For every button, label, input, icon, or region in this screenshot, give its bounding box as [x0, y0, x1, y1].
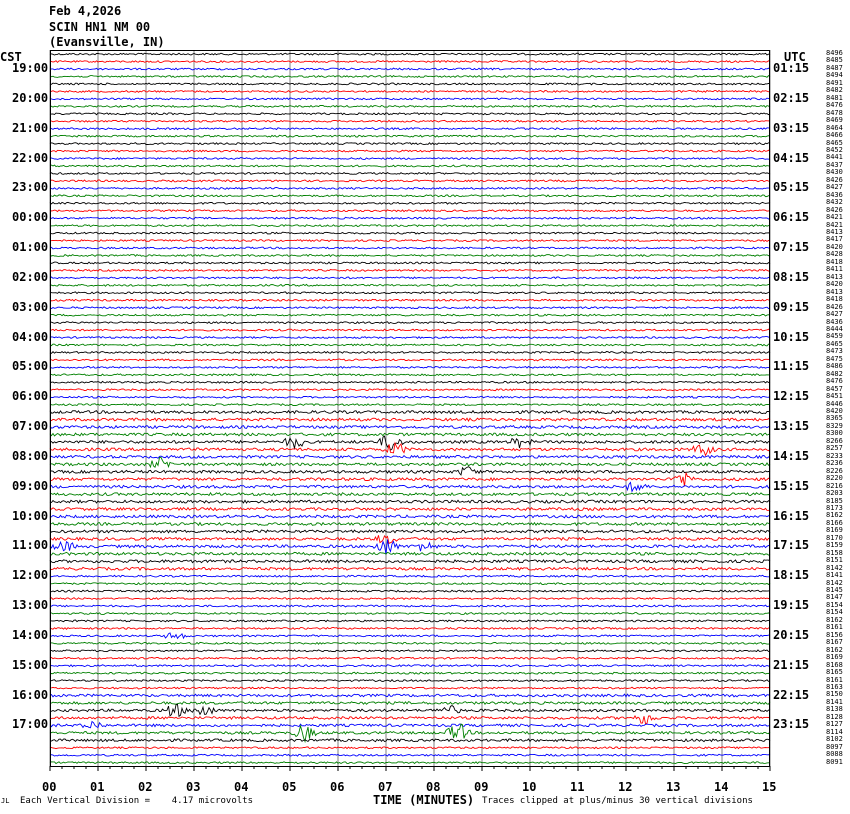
- x-axis-title: TIME (MINUTES): [373, 793, 475, 807]
- trace-value-label: 8426: [826, 175, 843, 184]
- trace-value-label: 8444: [826, 324, 843, 333]
- x-tick-label: 07: [378, 780, 393, 794]
- trace-line-36: [50, 322, 770, 324]
- trace-line-17: [50, 180, 770, 182]
- trace-line-69: [50, 567, 770, 570]
- utc-hour-label: 10:15: [773, 329, 810, 344]
- trace-line-57: [50, 473, 770, 487]
- cst-hour-label: 15:00: [12, 657, 49, 672]
- x-tick-label: 06: [330, 780, 345, 794]
- trace-value-label: 8459: [826, 332, 843, 341]
- trace-value-label: 8418: [826, 295, 843, 304]
- x-tick-label: 05: [282, 780, 297, 794]
- cst-hour-label: 05:00: [12, 359, 49, 374]
- trace-line-30: [50, 277, 770, 279]
- trace-value-label: 8257: [826, 444, 843, 453]
- utc-hour-label: 03:15: [773, 120, 810, 135]
- trace-line-54: [50, 456, 770, 459]
- x-tick-label: 14: [714, 780, 729, 794]
- cst-hour-label: 23:00: [12, 180, 49, 195]
- trace-line-6: [50, 98, 770, 100]
- trace-line-74: [50, 605, 770, 607]
- trace-line-23: [50, 225, 770, 227]
- trace-value-label: 8167: [826, 638, 843, 647]
- left-timezone-label: CST: [0, 50, 22, 64]
- trace-line-93: [50, 747, 770, 749]
- trace-value-label: 8168: [826, 660, 843, 669]
- trace-line-0: [50, 53, 770, 55]
- trace-value-label: 8482: [826, 86, 843, 95]
- trace-value-label: 8300: [826, 429, 843, 438]
- trace-value-label: 8142: [826, 563, 843, 572]
- x-tick-label: 01: [90, 780, 105, 794]
- trace-line-64: [50, 530, 770, 533]
- trace-value-label: 8496: [826, 49, 843, 57]
- trace-value-label: 8469: [826, 116, 843, 125]
- trace-line-8: [50, 113, 770, 115]
- trace-value-label: 8420: [826, 407, 843, 415]
- date-title: Feb 4,2026: [49, 4, 122, 18]
- trace-value-label: 8411: [826, 265, 843, 274]
- utc-hour-label: 23:15: [773, 717, 810, 732]
- trace-line-67: [50, 552, 770, 555]
- trace-line-90: [50, 722, 770, 728]
- trace-value-label: 8413: [826, 287, 843, 296]
- cst-hour-label: 12:00: [12, 568, 49, 583]
- trace-value-label: 8466: [826, 131, 843, 140]
- trace-value-label: 8162: [826, 511, 843, 520]
- trace-line-12: [50, 143, 770, 145]
- corner-mark: JL: [1, 797, 10, 805]
- trace-line-14: [50, 158, 770, 160]
- trace-line-13: [50, 150, 770, 152]
- cst-hour-label: 21:00: [12, 120, 49, 135]
- cst-hour-label: 10:00: [12, 508, 49, 523]
- trace-line-88: [50, 704, 770, 716]
- trace-line-59: [50, 493, 770, 496]
- trace-value-label: 8159: [826, 541, 843, 550]
- trace-value-label: 8478: [826, 108, 843, 117]
- trace-value-label: 8162: [826, 645, 843, 654]
- trace-line-42: [50, 367, 770, 369]
- trace-line-28: [50, 262, 770, 264]
- utc-hour-label: 02:15: [773, 90, 810, 105]
- trace-value-label: 8154: [826, 608, 843, 617]
- trace-line-79: [50, 642, 770, 644]
- trace-line-27: [50, 255, 770, 257]
- trace-value-label: 8457: [826, 384, 843, 393]
- trace-line-84: [50, 680, 770, 682]
- clip-note: Traces clipped at plus/minus 30 vertical divisions: [482, 796, 753, 806]
- trace-value-label: 8329: [826, 421, 843, 430]
- trace-line-37: [50, 329, 770, 331]
- trace-value-label: 8486: [826, 362, 843, 371]
- trace-line-9: [50, 120, 770, 122]
- trace-value-label: 8476: [826, 101, 843, 110]
- trace-value-label: 8170: [826, 533, 843, 542]
- x-tick-label: 12: [618, 780, 633, 794]
- trace-line-58: [50, 482, 770, 491]
- trace-value-label: 8465: [826, 339, 843, 348]
- trace-line-50: [50, 426, 770, 429]
- station-title: SCIN HN1 NM 00: [49, 20, 151, 34]
- trace-line-7: [50, 105, 770, 107]
- utc-hour-label: 22:15: [773, 687, 810, 702]
- utc-hour-label: 06:15: [773, 210, 810, 225]
- trace-value-label: 8142: [826, 578, 843, 587]
- utc-hour-label: 01:15: [773, 61, 810, 76]
- trace-value-label: 8203: [826, 489, 843, 498]
- cst-hour-label: 06:00: [12, 389, 49, 404]
- trace-line-20: [50, 202, 770, 204]
- trace-line-65: [50, 535, 770, 543]
- trace-value-label: 8430: [826, 168, 843, 177]
- trace-value-label: 8150: [826, 690, 843, 699]
- trace-value-label: 8138: [826, 705, 843, 714]
- location-title: (Evansville, IN): [49, 35, 165, 49]
- trace-line-16: [50, 173, 770, 175]
- trace-line-94: [50, 754, 770, 756]
- trace-line-52: [50, 436, 770, 450]
- trace-line-78: [50, 633, 770, 639]
- trace-line-46: [50, 396, 770, 398]
- trace-value-label: 8451: [826, 392, 843, 401]
- cst-hour-label: 19:00: [12, 61, 49, 76]
- trace-value-label: 8427: [826, 310, 843, 319]
- trace-value-label: 8420: [826, 242, 843, 251]
- utc-hour-label: 15:15: [773, 478, 810, 493]
- trace-value-label: 8428: [826, 250, 843, 259]
- x-tick-label: 09: [474, 780, 489, 794]
- trace-line-51: [50, 433, 770, 436]
- trace-value-label: 8426: [826, 302, 843, 311]
- trace-line-5: [50, 91, 770, 93]
- trace-value-label: 8365: [826, 414, 843, 423]
- cst-hour-label: 17:00: [12, 717, 49, 732]
- cst-hour-label: 09:00: [12, 478, 49, 493]
- trace-value-label: 8413: [826, 228, 843, 236]
- trace-value-label: 8233: [826, 451, 843, 460]
- scale-note: Each Vertical Division = 4.17 microvolts: [20, 796, 253, 806]
- trace-line-92: [50, 739, 770, 742]
- trace-line-31: [50, 284, 770, 286]
- trace-line-68: [50, 560, 770, 563]
- trace-value-label: 8161: [826, 623, 843, 632]
- trace-value-label: 8465: [826, 138, 843, 147]
- trace-value-label: 8432: [826, 198, 843, 207]
- utc-hour-label: 08:15: [773, 269, 810, 284]
- trace-value-label: 8441: [826, 153, 843, 162]
- trace-value-label: 8420: [826, 280, 843, 289]
- trace-value-label: 8482: [826, 369, 843, 378]
- trace-line-1: [50, 61, 770, 63]
- trace-value-label: 8413: [826, 272, 843, 281]
- trace-line-87: [50, 702, 770, 705]
- cst-hour-label: 07:00: [12, 419, 49, 434]
- trace-line-95: [50, 762, 770, 764]
- trace-value-label: 8421: [826, 213, 843, 222]
- trace-line-62: [50, 515, 770, 518]
- trace-value-label: 8145: [826, 586, 843, 594]
- trace-value-label: 8161: [826, 675, 843, 684]
- x-tick-label: 10: [522, 780, 537, 794]
- cst-hour-label: 13:00: [12, 598, 49, 613]
- trace-value-label: 8127: [826, 720, 843, 729]
- trace-value-label: 8475: [826, 354, 843, 363]
- utc-hour-label: 09:15: [773, 299, 810, 314]
- cst-hour-label: 16:00: [12, 687, 49, 702]
- trace-value-label: 8220: [826, 474, 843, 483]
- trace-value-label: 8494: [826, 71, 843, 80]
- trace-value-label: 8476: [826, 377, 843, 386]
- trace-value-label: 8481: [826, 93, 843, 102]
- trace-value-label: 8473: [826, 347, 843, 356]
- utc-hour-label: 05:15: [773, 180, 810, 195]
- trace-line-32: [50, 292, 770, 294]
- x-tick-label: 13: [666, 780, 681, 794]
- trace-value-label: 8088: [826, 750, 843, 759]
- trace-line-47: [50, 404, 770, 406]
- cst-hour-label: 02:00: [12, 269, 49, 284]
- trace-line-86: [50, 694, 770, 697]
- cst-hour-label: 01:00: [12, 240, 49, 255]
- trace-line-75: [50, 613, 770, 615]
- utc-hour-label: 13:15: [773, 419, 810, 434]
- trace-line-18: [50, 188, 770, 190]
- trace-line-89: [50, 716, 770, 724]
- trace-line-24: [50, 232, 770, 234]
- trace-value-label: 8154: [826, 600, 843, 609]
- trace-line-43: [50, 374, 770, 376]
- trace-value-label: 8162: [826, 615, 843, 624]
- trace-line-49: [50, 418, 770, 421]
- x-tick-label: 15: [762, 780, 777, 794]
- trace-value-label: 8437: [826, 160, 843, 169]
- trace-line-22: [50, 217, 770, 219]
- trace-value-label: 8487: [826, 63, 843, 72]
- utc-hour-label: 19:15: [773, 598, 810, 613]
- trace-value-label: 8464: [826, 123, 843, 132]
- cst-hour-label: 11:00: [12, 538, 49, 553]
- x-tick-label: 02: [138, 780, 153, 794]
- utc-hour-label: 14:15: [773, 448, 810, 463]
- trace-line-21: [50, 210, 770, 212]
- trace-line-77: [50, 628, 770, 630]
- trace-line-60: [50, 500, 770, 503]
- x-tick-label: 00: [42, 780, 57, 794]
- trace-line-85: [50, 687, 770, 689]
- trace-value-label: 8151: [826, 556, 843, 565]
- trace-value-label: 8169: [826, 653, 843, 662]
- cst-hour-label: 14:00: [12, 627, 49, 642]
- trace-value-label: 8102: [826, 735, 843, 744]
- trace-line-29: [50, 270, 770, 272]
- trace-value-label: 8166: [826, 518, 843, 527]
- cst-hour-label: 03:00: [12, 299, 49, 314]
- utc-hour-label: 07:15: [773, 240, 810, 255]
- x-tick-label: 11: [570, 780, 585, 794]
- trace-value-label: 8173: [826, 503, 843, 512]
- trace-value-label: 8421: [826, 220, 843, 229]
- trace-value-label: 8158: [826, 548, 843, 557]
- trace-value-label: 8097: [826, 742, 843, 751]
- trace-value-label: 8091: [826, 757, 843, 766]
- utc-hour-label: 16:15: [773, 508, 810, 523]
- trace-value-label: 8141: [826, 571, 843, 580]
- trace-line-76: [50, 620, 770, 622]
- trace-value-label: 8147: [826, 593, 843, 602]
- trace-value-label: 8165: [826, 668, 843, 677]
- trace-value-label: 8418: [826, 257, 843, 266]
- trace-line-33: [50, 299, 770, 301]
- trace-line-56: [50, 467, 770, 475]
- trace-value-label: 8452: [826, 145, 843, 154]
- trace-line-82: [50, 665, 770, 667]
- trace-line-39: [50, 344, 770, 346]
- trace-line-34: [50, 307, 770, 309]
- trace-line-25: [50, 240, 770, 242]
- trace-value-label: 8114: [826, 727, 843, 736]
- utc-hour-label: 21:15: [773, 657, 810, 672]
- trace-line-70: [50, 575, 770, 577]
- utc-hour-label: 17:15: [773, 538, 810, 553]
- x-tick-label: 04: [234, 780, 249, 794]
- trace-value-label: 8426: [826, 205, 843, 214]
- trace-line-41: [50, 359, 770, 361]
- cst-hour-label: 00:00: [12, 210, 49, 225]
- trace-line-40: [50, 352, 770, 354]
- trace-line-11: [50, 135, 770, 137]
- cst-hour-label: 20:00: [12, 90, 49, 105]
- trace-line-45: [50, 389, 770, 391]
- trace-line-80: [50, 650, 770, 652]
- trace-value-label: 8446: [826, 399, 843, 408]
- trace-line-48: [50, 411, 770, 414]
- trace-line-44: [50, 381, 770, 383]
- trace-line-53: [50, 443, 770, 455]
- trace-value-label: 8266: [826, 436, 843, 445]
- trace-value-label: 8156: [826, 630, 843, 639]
- trace-line-26: [50, 247, 770, 249]
- trace-value-label: 8163: [826, 682, 843, 691]
- trace-line-2: [50, 68, 770, 70]
- right-timezone-label: UTC: [784, 50, 806, 64]
- trace-value-label: 8417: [826, 235, 843, 244]
- trace-line-81: [50, 657, 770, 659]
- trace-value-label: 8436: [826, 190, 843, 199]
- trace-value-label: 8216: [826, 481, 843, 490]
- trace-value-label: 8141: [826, 697, 843, 706]
- cst-hour-label: 04:00: [12, 329, 49, 344]
- trace-line-63: [50, 523, 770, 526]
- trace-value-label: 8185: [826, 496, 843, 505]
- trace-line-72: [50, 590, 770, 592]
- trace-line-35: [50, 314, 770, 316]
- trace-value-label: 8226: [826, 466, 843, 475]
- trace-line-73: [50, 598, 770, 600]
- trace-value-label: 8427: [826, 183, 843, 192]
- trace-line-38: [50, 337, 770, 339]
- trace-set: [50, 53, 770, 763]
- trace-value-label: 8169: [826, 526, 843, 535]
- x-tick-label: 03: [186, 780, 201, 794]
- utc-hour-label: 20:15: [773, 627, 810, 642]
- utc-hour-label: 12:15: [773, 389, 810, 404]
- trace-value-label: 8236: [826, 459, 843, 468]
- x-axis-ticks: [50, 766, 770, 771]
- utc-hour-label: 04:15: [773, 150, 810, 165]
- utc-hour-label: 11:15: [773, 359, 810, 374]
- trace-value-label: 8485: [826, 56, 843, 65]
- trace-line-3: [50, 76, 770, 78]
- trace-value-label: 8436: [826, 317, 843, 326]
- cst-hour-label: 22:00: [12, 150, 49, 165]
- trace-line-83: [50, 672, 770, 674]
- trace-line-71: [50, 583, 770, 585]
- utc-hour-label: 18:15: [773, 568, 810, 583]
- trace-line-61: [50, 508, 770, 511]
- trace-value-label: 8128: [826, 712, 843, 721]
- cst-hour-label: 08:00: [12, 448, 49, 463]
- x-tick-label: 08: [426, 780, 441, 794]
- trace-line-4: [50, 83, 770, 85]
- trace-line-10: [50, 128, 770, 130]
- trace-line-19: [50, 195, 770, 197]
- trace-value-label: 8491: [826, 78, 843, 87]
- trace-line-15: [50, 165, 770, 167]
